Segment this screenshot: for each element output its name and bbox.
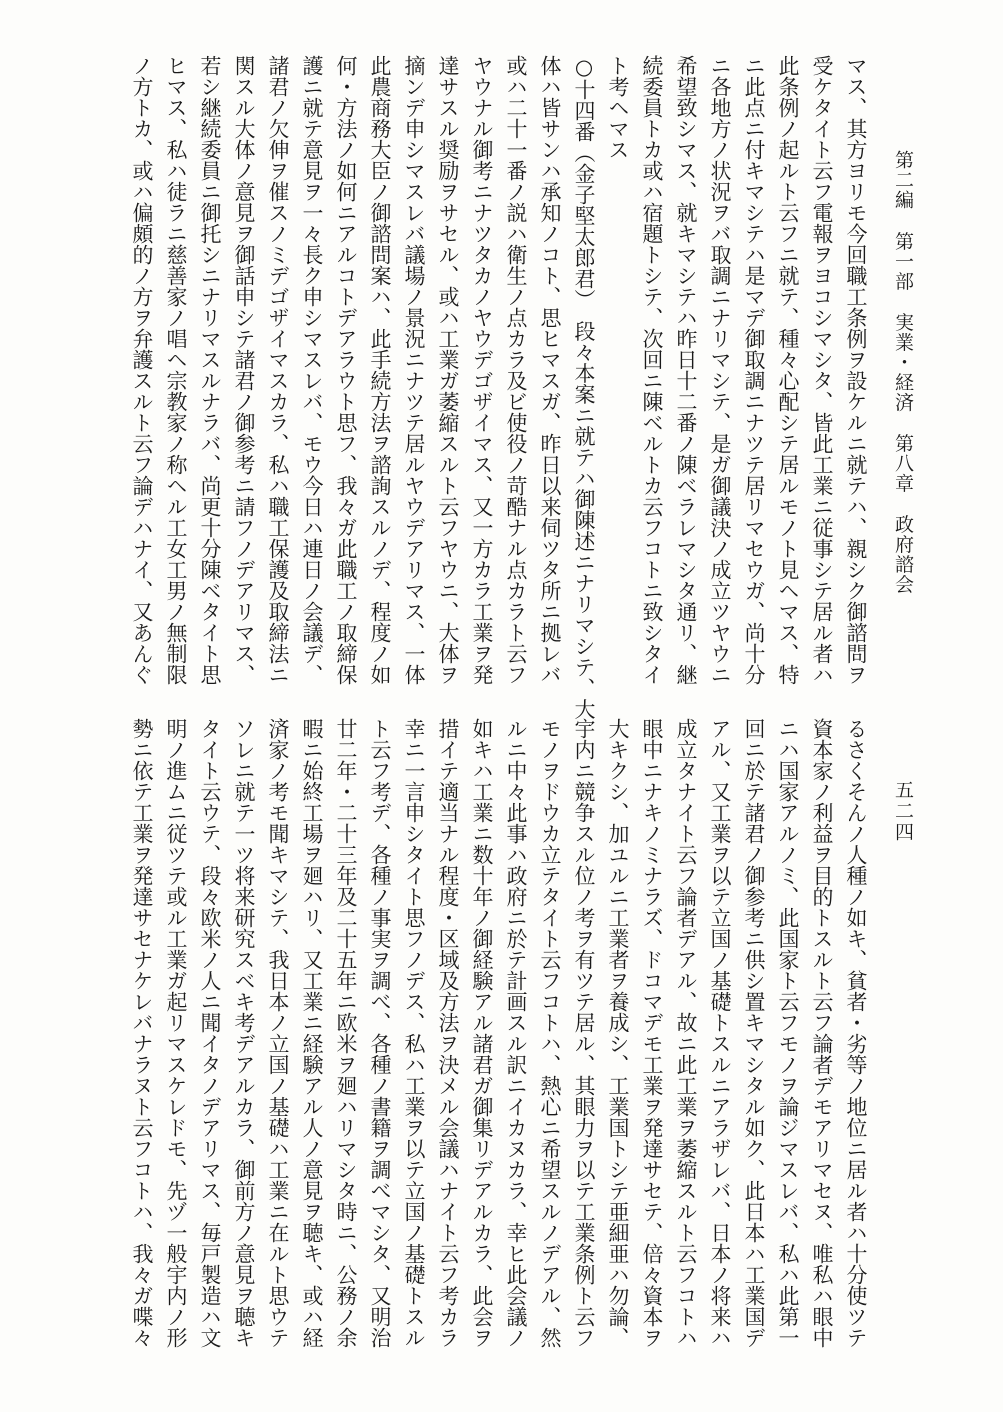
text-line: 措イテ適当ナル程度・区域及方法ヲ決メル会議ハナイト云フ考カラ — [436, 718, 460, 1348]
text-line: 若シ継続委員ニ御托シニナリマスルナラバ、尚更十分陳ベタイト思 — [198, 55, 222, 685]
text-line: 勢ニ依テ工業ヲ発達サセナケレバナラヌト云フコトハ、我々ガ喋々 — [130, 718, 154, 1348]
text-line: 此農商務大臣ノ御諮問案ハ、此手続方法ヲ諮詢スルノデ、程度ノ如 — [368, 55, 392, 685]
text-line: 幸ニ一言申シタイト思フノデス、私ハ工業ヲ以テ立国ノ基礎トスル — [402, 718, 426, 1348]
text-line: 関スル大体ノ意見ヲ御話申シテ諸君ノ御参考ニ請フノデアリマス、 — [232, 55, 256, 685]
text-line: 眼中ニナキノミナラズ、ドコマデモ工業ヲ発達サセテ、倍々資本ヲ — [640, 718, 664, 1348]
top-text-block — [130, 55, 873, 720]
text-line: 何・方法ノ如何ニアルコトデアラウト思フ、我々ガ此職工ノ取締保 — [334, 55, 358, 685]
text-line: ト云フ考デ、各種ノ事実ヲ調べ、各種ノ書籍ヲ調べマシタ、又明治 — [368, 718, 392, 1348]
text-line: 回ニ於テ諸君ノ御参考ニ供シ置キマシタル如ク、此日本ハ工業国デ — [742, 718, 766, 1348]
text-line: 成立タナイト云フ論者デアル、故ニ此工業ヲ萎縮スルト云フコトハ — [674, 718, 698, 1348]
text-line: 摘ンデ申シマスレバ議場ノ景況ニナツテ居ルヤウデアリマス、一体 — [402, 55, 426, 685]
text-line: モノヲドウカ立テタイト云フコトハ、熱心ニ希望スルノデアル、然 — [538, 718, 562, 1348]
text-line: 此条例ノ起ルト云フニ就テ、種々心配シテ居ルモノト見ヘマス、特 — [776, 55, 800, 685]
text-line: 如キハ工業ニ数十年ノ御経験アル諸君ガ御集リデアルカラ、此会ヲ — [470, 718, 494, 1348]
text-line: ルニ中々此事ハ政府ニ於テ計画スル訳ニイカヌカラ、幸ヒ此会議ノ — [504, 718, 528, 1348]
text-line: 護ニ就テ意見ヲ一々長ク申シマスレバ、モウ今日ハ連日ノ会議デ、 — [300, 55, 324, 685]
text-line: 明ノ進ムニ従ツテ或ル工業ガ起リマスケレドモ、先ヅ一般宇内ノ形 — [164, 718, 188, 1348]
text-line: 諸君ノ欠伸ヲ催スノミデゴザイマスカラ、私ハ職工保護及取締法ニ — [266, 55, 290, 685]
text-line: アル、又工業ヲ以テ立国ノ基礎トスルニアラザレバ、日本ノ将来ハ — [708, 718, 732, 1348]
text-line: ノ方トカ、或ハ偏頗的ノ方ヲ弁護スルト云フ論デハナイ、又あんぐ — [130, 55, 154, 685]
page-number: 五二四 — [892, 780, 914, 843]
text-line: ニ此点ニ付キマシテハ是マデ御取調ニナツテ居リマセウガ、尚十分 — [742, 55, 766, 685]
bottom-text-block — [130, 718, 873, 1348]
header-part: 第二編 — [892, 150, 914, 210]
text-line: ヒマス、私ハ徒ラニ慈善家ノ唱ヘ宗教家ノ称ヘル工女工男ノ無制限 — [164, 55, 188, 685]
running-header — [890, 150, 916, 594]
text-line: 宇内ニ競争スル位ノ考ヲ有ツテ居ル、其眼力ヲ以テ工業条例ト云フ — [572, 718, 596, 1348]
text-line: 或ハ二十一番ノ説ハ衛生ノ点カラ及ビ使役ノ苛酷ナル点カラト云フ — [504, 55, 528, 685]
text-line: ○十四番（金子堅太郎君） 段々本案ニ就テハ御陳述ニナリマシテ、大 — [572, 55, 596, 720]
header-subject: 実業・経済 — [892, 312, 914, 413]
text-line: るさくそんノ人種ノ如キ、貧者・劣等ノ地位ニ居ル者ハ十分使ツテ — [844, 718, 868, 1348]
text-line: 資本家ノ利益ヲ目的トスルト云フ論者デモアリマセヌ、唯私ハ眼中 — [810, 718, 834, 1348]
text-line: ニ各地方ノ状況ヲバ取調ニナリマシテ、是ガ御議決ノ成立ツヤウニ — [708, 55, 732, 685]
text-line: ニハ国家アルノミ、此国家ト云フモノヲ論ジマスレバ、私ハ此第一 — [776, 718, 800, 1348]
text-line: 達サスル奨励ヲサセル、或ハ工業ガ萎縮スルト云フヤウニ、大体ヲ — [436, 55, 460, 685]
text-line: 暇ニ始終工場ヲ廻ハリ、又工業ニ経験アル人ノ意見ヲ聴キ、或ハ経 — [300, 718, 324, 1348]
text-line: タイト云ウテ、段々欧米ノ人ニ聞イタノデアリマス、毎戸製造ハ文 — [198, 718, 222, 1348]
text-line: 続委員トカ或ハ宿題トシテ、次回ニ陳ベルトカ云フコトニ致シタイ — [640, 55, 664, 685]
text-line: 大キクシ、加ユルニ工業者ヲ養成シ、工業国トシテ亜細亜ハ勿論、 — [606, 718, 630, 1348]
header-title: 政府諮会 — [892, 514, 914, 595]
header-section: 第一部 — [892, 231, 914, 292]
header-chapter: 第八章 — [892, 433, 914, 494]
text-line: 廿二年・二十三年及二十五年ニ欧米ヲ廻ハリマシタ時ニ、公務ノ余 — [334, 718, 358, 1348]
text-line: 体ハ皆サンハ承知ノコト、思ヒマスガ、昨日以来伺ツタ所ニ拠レバ — [538, 55, 562, 685]
text-line: 受ケタイト云フ電報ヲヨコシマシタ、皆此工業ニ従事シテ居ル者ハ — [810, 55, 834, 685]
text-line: ヤウナル御考ニナツタカノヤウデゴザイマス、又一方カラ工業ヲ発 — [470, 55, 494, 685]
text-line: マス、其方ヨリモ今回職工条例ヲ設ケルニ就テハ、親シク御諮問ヲ — [844, 55, 868, 685]
text-line: ト考ヘマス — [606, 55, 630, 160]
text-line: 希望致シマス、就キマシテハ昨日十二番ノ陳ベラレマシタ通リ、継 — [674, 55, 698, 685]
text-line: 済家ノ考モ聞キマシテ、我日本ノ立国ノ基礎ハ工業ニ在ルト思ウテ — [266, 718, 290, 1348]
text-line: ソレニ就テ一ツ将来研究スベキ考デアルカラ、御前方ノ意見ヲ聴キ — [232, 718, 256, 1348]
